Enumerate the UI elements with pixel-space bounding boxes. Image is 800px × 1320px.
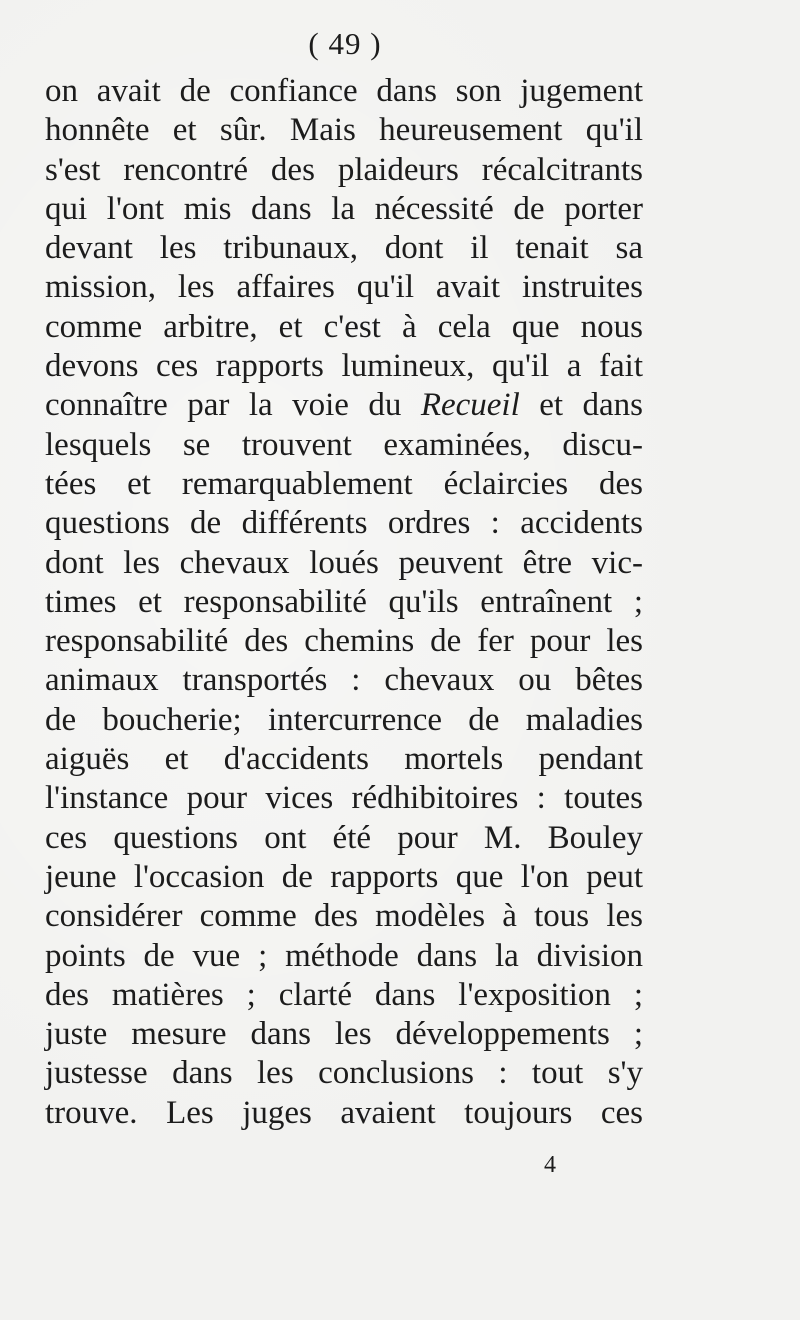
text-line: on avait de confiance dans son jugement xyxy=(45,73,643,109)
text-line: des matières ; clarté dans l'exposition ; xyxy=(45,976,643,1013)
italic-title: Recueil xyxy=(420,387,520,424)
text-line: devons ces rapports lumineux, qu'il a fait xyxy=(45,348,643,385)
text-line: lesquels se trouvent examinées, discu- xyxy=(45,426,643,463)
text-line xyxy=(45,386,643,425)
page-number: ( 49 ) xyxy=(308,26,382,61)
text-line: responsabilité des chemins de fer pour les xyxy=(45,623,643,660)
text-line: trouve. Les juges avaient toujours ces xyxy=(45,1094,643,1131)
text-line: tées et remarquablement éclaircies des xyxy=(45,465,643,502)
text-line: jeune l'occasion de rapports que l'on peut xyxy=(45,858,643,895)
text-line: considérer comme des modèles à tous les xyxy=(45,898,643,935)
text-segment: connaître par la voie du xyxy=(45,387,421,424)
text-line: devant les tribunaux, dont il tenait sa xyxy=(45,230,643,267)
signature-mark: 4 xyxy=(544,1152,556,1178)
text-line: ces questions ont été pour M. Bouley xyxy=(45,819,643,856)
text-line: animaux transportés : chevaux ou bêtes xyxy=(45,662,643,699)
text-line: justesse dans les conclusions : tout s'y xyxy=(45,1055,643,1092)
text-line: times et responsabilité qu'ils entraînent ; xyxy=(45,583,643,620)
text-line: l'instance pour vices rédhibitoires : toutes xyxy=(45,780,643,817)
text-line: honnête et sûr. Mais heureusement qu'il xyxy=(45,112,643,149)
text-line: questions de différents ordres : accidents xyxy=(45,505,643,542)
text-line: qui l'ont mis dans la nécessité de porter xyxy=(45,190,643,227)
text-line: aiguës et d'accidents mortels pendant xyxy=(45,741,643,778)
text-line: comme arbitre, et c'est à cela que nous xyxy=(45,308,643,345)
text-line: points de vue ; méthode dans la division xyxy=(45,937,643,974)
text-line: dont les chevaux loués peuvent être vic- xyxy=(45,544,643,581)
text-line: s'est rencontré des plaideurs récalcitrants xyxy=(45,151,643,188)
text-line: juste mesure dans les développements ; xyxy=(45,1016,643,1053)
text-line: de boucherie; intercurrence de maladies xyxy=(45,701,643,738)
body-text xyxy=(45,72,643,1133)
text-segment: et dans xyxy=(519,387,643,424)
text-line: mission, les affaires qu'il avait instruites xyxy=(45,269,643,306)
